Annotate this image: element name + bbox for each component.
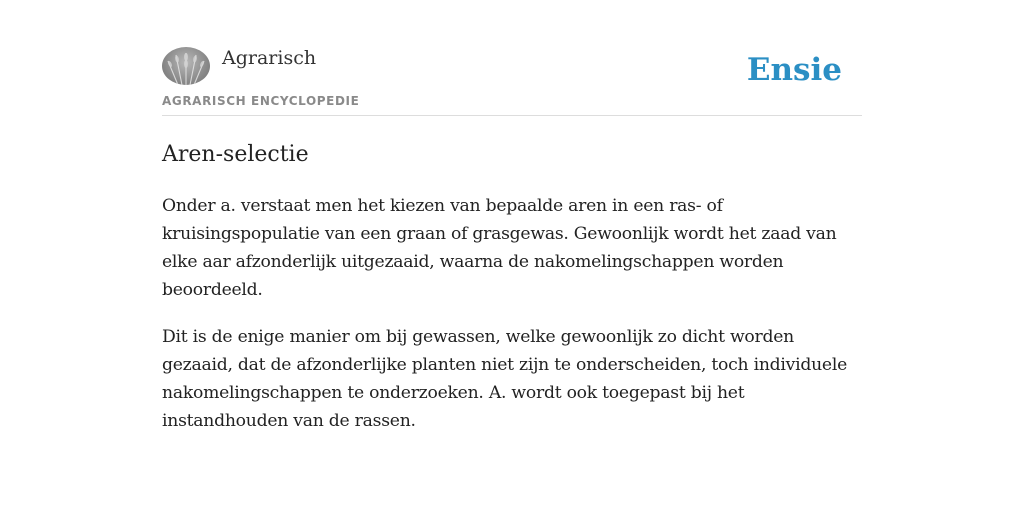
- encyclopedia-subtitle[interactable]: AGRARISCH ENCYCLOPEDIE: [162, 94, 360, 108]
- article-paragraph: Onder a. verstaat men het kiezen van bepaalde aren in een ras- of kruisingspopulatie van een graan of grasgewas. Gewoonlijk wordt het zaad van elke aar afzonderlijk uitgezaaid, waarna de nakomelingschappen worden beoordeeld.: [162, 196, 837, 300]
- article-title: Aren-selectie: [162, 142, 309, 167]
- site-header: [162, 44, 862, 116]
- wheat-logo-icon: [162, 47, 210, 85]
- article-paragraph: Dit is de enige manier om bij gewassen, welke gewoonlijk zo dicht worden gezaaid, dat de afzonderlijke planten niet zijn te onderscheiden, toch individuele nakomelingschappen te onderzoeken. A. wordt ook toegepast bij het instandhouden van de rassen.: [162, 327, 848, 431]
- ensie-logo-link[interactable]: Ensie: [746, 52, 842, 88]
- article-body: [162, 192, 862, 454]
- category-name[interactable]: Agrarisch: [222, 47, 317, 69]
